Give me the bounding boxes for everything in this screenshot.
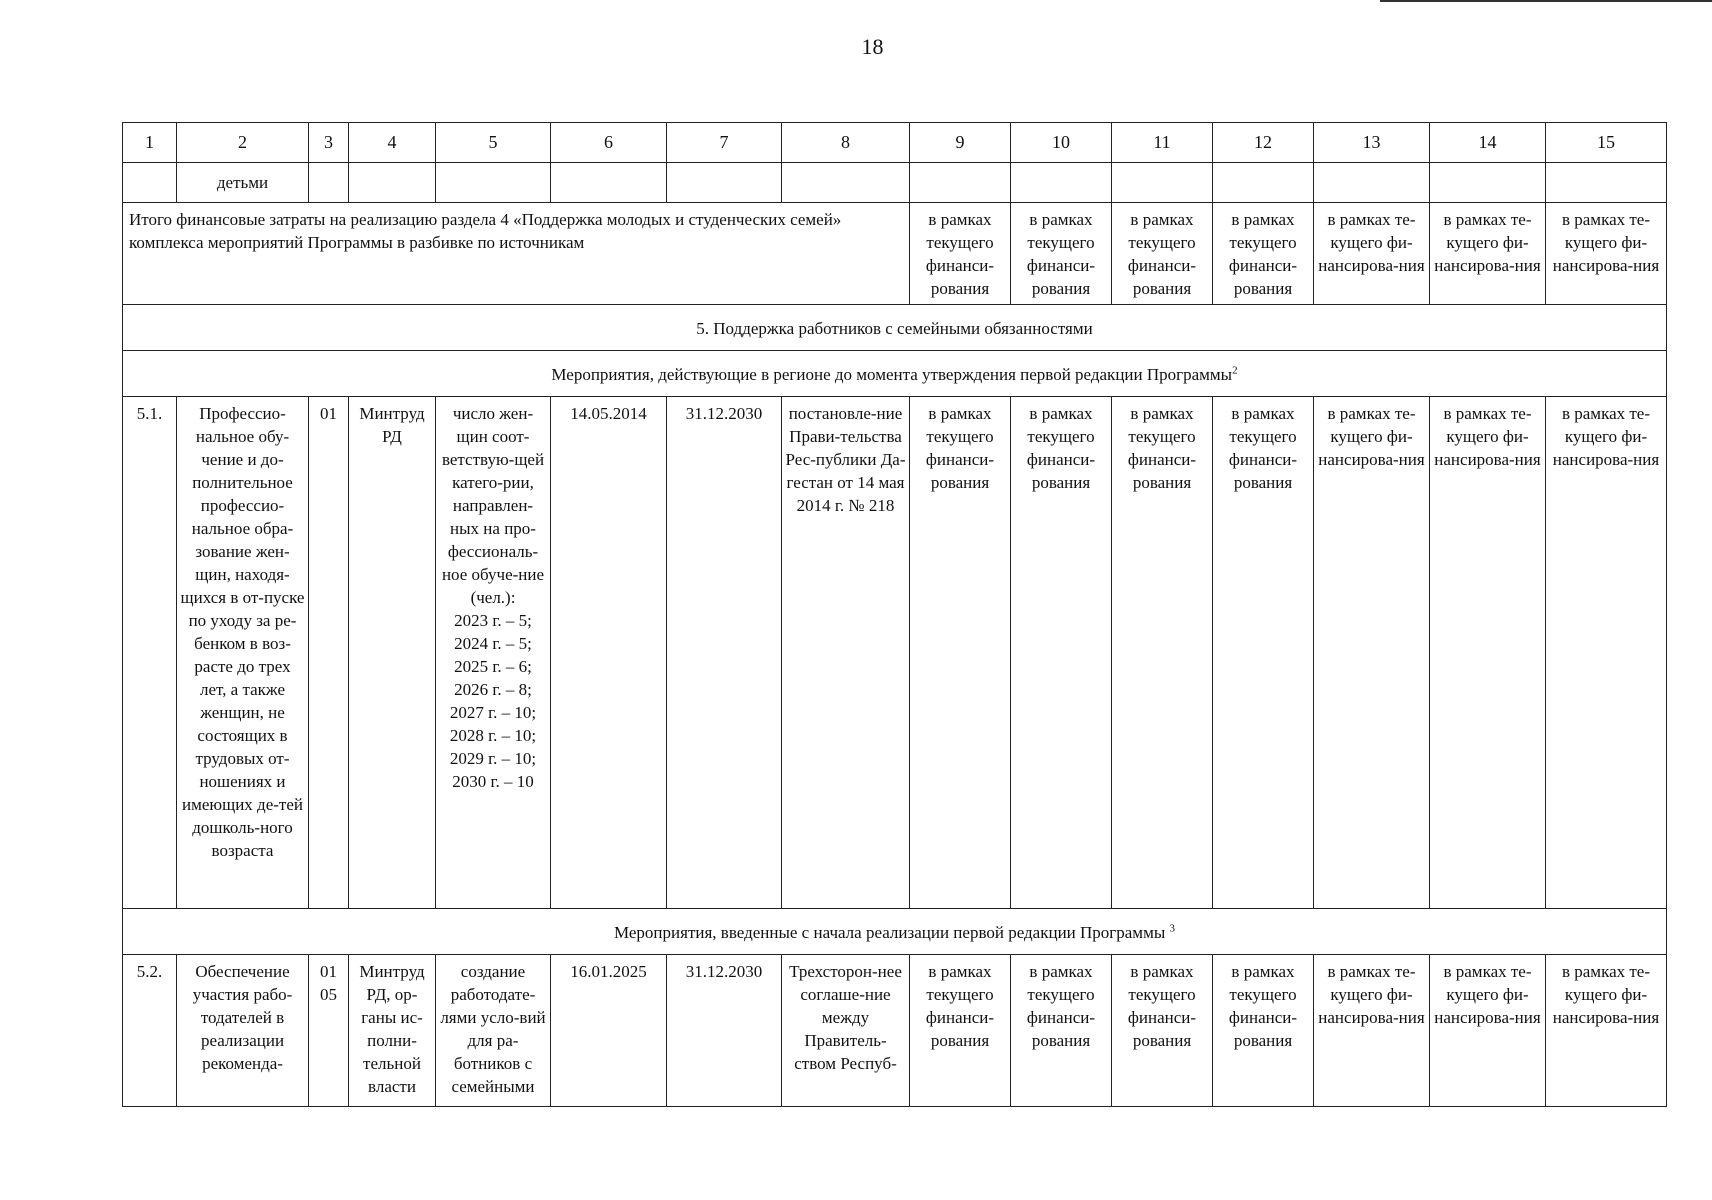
start-date: 16.01.2025 [551, 955, 667, 1107]
col-number: 12 [1213, 123, 1314, 163]
totals-row [123, 203, 1667, 305]
footnote-mark: 3 [1169, 921, 1175, 934]
activity-name: Профессио-нальное обу-чение и до-полнительное профессио-нальное обра-зование жен-щин, находя-щихся в от-пуске по уходу за ре-бенком в воз-расте до трех лет, а также женщин, не состоящих в трудовых от-ношениях и имеющих де-тей дошколь-ного возраста [177, 397, 309, 909]
year-value: 2029 г. – 10; [449, 749, 537, 768]
col-number: 14 [1430, 123, 1546, 163]
end-date: 31.12.2030 [667, 955, 782, 1107]
col-number: 2 [177, 123, 309, 163]
financing-cell: в рамках текущего финанси-рования [910, 397, 1011, 909]
continuation-text: детьми [177, 163, 309, 203]
subsection-title: Мероприятия, введенные с начала реализации первой редакции Программы $^3$ [123, 909, 1667, 955]
page-number: 18 [861, 34, 884, 59]
financing-cell: в рамках текущего финанси-рования [1011, 203, 1112, 305]
financing-cell: в рамках текущего финанси-рования [1213, 955, 1314, 1107]
col-number: 7 [667, 123, 782, 163]
col-number: 1 [123, 123, 177, 163]
financing-cell: в рамках текущего финанси-рования [910, 955, 1011, 1107]
column-number-row [123, 123, 1667, 163]
section-title-row [123, 305, 1667, 351]
executor: Минтруд РД, ор-ганы ис-полни-тельной власти [349, 955, 436, 1107]
year-value: 2024 г. – 5; [454, 634, 532, 653]
indicator: создание работодате-лями усло-вий для ра-ботников с семейными [436, 955, 551, 1107]
subsection-row [123, 351, 1667, 397]
col-number: 9 [910, 123, 1011, 163]
col-number: 3 [309, 123, 349, 163]
start-date: 14.05.2014 [551, 397, 667, 909]
financing-cell: в рамках те-кущего фи-нансирова-ния [1314, 955, 1430, 1107]
program-table [122, 122, 1667, 1107]
financing-cell: в рамках текущего финанси-рования [1112, 955, 1213, 1107]
indicator: число жен-щин соот-ветствую-щей катего-рии, направлен-ных на про-фессиональ-ное обуче-ние (чел.): 2023 г. – 5; 2024 г. – 5; 2025 г. – 6; 2026 г. – 8; 2027 г. – 10; 2028 г. – 10; 2029 г. – 10; 2030 г. – 10 [436, 397, 551, 909]
financing-cell: в рамках те-кущего фи-нансирова-ния [1546, 955, 1667, 1107]
col-number: 8 [782, 123, 910, 163]
legal-basis: постановле-ние Прави-тельства Рес-публики Да-гестан от 14 мая 2014 г. № 218 [782, 397, 910, 909]
financing-cell: в рамках текущего финанси-рования [910, 203, 1011, 305]
code: 01 05 [309, 955, 349, 1107]
financing-cell: в рамках текущего финанси-рования [1213, 397, 1314, 909]
col-number: 10 [1011, 123, 1112, 163]
table-row [123, 397, 1667, 909]
financing-cell: в рамках те-кущего фи-нансирова-ния [1314, 203, 1430, 305]
financing-cell: в рамках те-кущего фи-нансирова-ния [1430, 203, 1546, 305]
section-title: 5. Поддержка работников с семейными обязанностями [123, 305, 1667, 351]
code: 01 [309, 397, 349, 909]
year-value: 2028 г. – 10; [449, 726, 537, 745]
table-row [123, 955, 1667, 1107]
col-number: 11 [1112, 123, 1213, 163]
year-value: 2026 г. – 8; [454, 680, 532, 699]
financing-cell: в рамках текущего финанси-рования [1011, 397, 1112, 909]
financing-cell: в рамках те-кущего фи-нансирова-ния [1314, 397, 1430, 909]
col-number: 4 [349, 123, 436, 163]
top-edge-rule [1380, 0, 1712, 2]
financing-cell: в рамках те-кущего фи-нансирова-ния [1430, 955, 1546, 1107]
continuation-row [123, 163, 1667, 203]
legal-basis: Трехсторон-нее соглаше-ние между Правитель-ством Респуб- [782, 955, 910, 1107]
activity-name: Обеспечение участия рабо-тодателей в реализации рекоменда- [177, 955, 309, 1107]
subsection-title: Мероприятия, действующие в регионе до момента утверждения первой редакции Программы$^2$ [123, 351, 1667, 397]
financing-cell: в рамках те-кущего фи-нансирова-ния [1546, 203, 1667, 305]
subsection-row [123, 909, 1667, 955]
col-number: 15 [1546, 123, 1667, 163]
footnote-mark: 2 [1232, 363, 1238, 376]
col-number: 6 [551, 123, 667, 163]
financing-cell: в рамках те-кущего фи-нансирова-ния [1546, 397, 1667, 909]
financing-cell: в рамках текущего финанси-рования [1213, 203, 1314, 305]
financing-cell: в рамках текущего финанси-рования [1112, 203, 1213, 305]
col-number: 5 [436, 123, 551, 163]
totals-label: Итого финансовые затраты на реализацию раздела 4 «Поддержка молодых и студенческих семей» комплекса мероприятий Программы в разбивке по источникам [123, 203, 910, 305]
financing-cell: в рамках те-кущего фи-нансирова-ния [1430, 397, 1546, 909]
row-number: 5.2. [123, 955, 177, 1107]
financing-cell: в рамках текущего финанси-рования [1011, 955, 1112, 1107]
year-value: 2025 г. – 6; [454, 657, 532, 676]
executor: Минтруд РД [349, 397, 436, 909]
row-number: 5.1. [123, 397, 177, 909]
financing-cell: в рамках текущего финанси-рования [1112, 397, 1213, 909]
year-value: 2027 г. – 10; [449, 703, 537, 722]
year-value: 2023 г. – 5; [454, 611, 532, 630]
col-number: 13 [1314, 123, 1430, 163]
end-date: 31.12.2030 [667, 397, 782, 909]
year-value: 2030 г. – 10 [452, 772, 534, 791]
